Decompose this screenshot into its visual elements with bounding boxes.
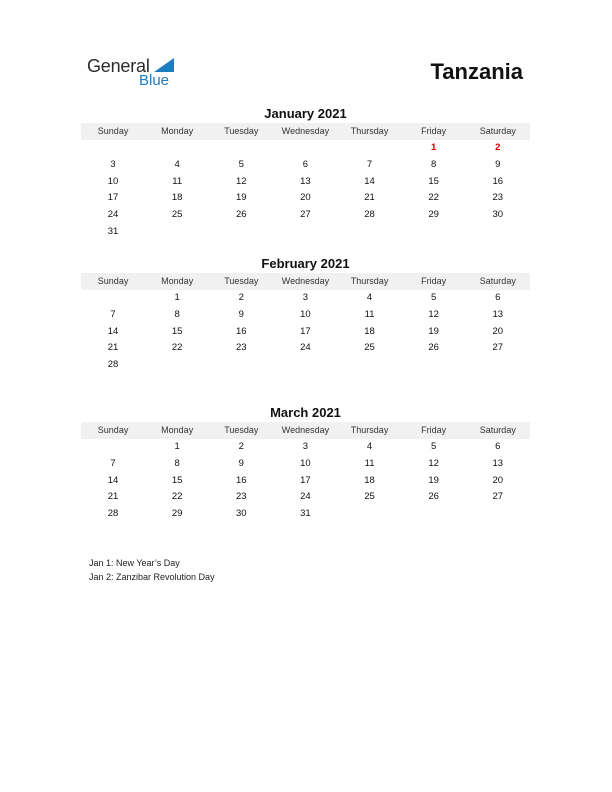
weekday-label: Thursday [350, 126, 389, 136]
day-cell: 31 [300, 508, 311, 520]
day-cell: 20 [492, 325, 504, 337]
day-cell: 23 [236, 342, 247, 354]
day-cell [81, 439, 145, 456]
day-cell: 11 [172, 175, 183, 187]
day-cell: 17 [300, 325, 311, 337]
day-cell: 26 [428, 342, 439, 354]
weekday-header-row [81, 273, 530, 290]
week-row [81, 157, 530, 174]
day-cell [466, 224, 530, 241]
logo [87, 56, 197, 92]
day-cell [402, 506, 466, 523]
weekday-label: Sunday [97, 126, 129, 136]
day-cell: 15 [428, 175, 439, 187]
day-cell: 22 [428, 192, 439, 204]
day-cell: 13 [492, 308, 504, 320]
day-cell: 16 [236, 325, 247, 337]
day-cell: 8 [174, 457, 180, 469]
week-row [81, 290, 530, 307]
day-cell: 17 [107, 192, 119, 204]
weekday-label: Tuesday [224, 126, 259, 136]
day-cell [81, 290, 145, 307]
day-cell: 9 [238, 457, 244, 469]
weekday-label: Sunday [97, 425, 129, 435]
day-cell: 24 [300, 342, 311, 354]
week-row [81, 207, 530, 224]
day-cell [145, 140, 209, 157]
day-cell: 21 [107, 342, 119, 354]
day-cell [402, 357, 466, 374]
week-row [81, 324, 530, 341]
weekday-label: Wednesday [281, 425, 330, 435]
day-cell: 7 [110, 308, 116, 320]
weekday-label: Thursday [350, 276, 389, 286]
day-cell: 21 [364, 192, 375, 204]
day-cell: 19 [428, 474, 439, 486]
week-row [81, 506, 530, 523]
day-cell [338, 224, 402, 241]
day-cell: 14 [364, 175, 375, 187]
day-cell: 13 [300, 175, 311, 187]
day-cell: 9 [238, 308, 244, 320]
weekday-label: Saturday [479, 276, 516, 286]
day-cell: 26 [428, 491, 439, 503]
country-title: Tanzania [430, 59, 523, 84]
day-cell: 6 [302, 158, 309, 170]
day-cell [145, 224, 209, 241]
day-cell: 12 [428, 308, 439, 320]
day-cell: 18 [364, 474, 375, 486]
day-cell: 5 [431, 441, 437, 452]
week-row [81, 439, 530, 456]
holiday-notes [89, 556, 215, 584]
day-cell [209, 357, 273, 374]
day-cell [273, 357, 337, 374]
day-cell: 23 [236, 491, 247, 503]
day-cell: 27 [300, 209, 311, 221]
weekday-label: Friday [421, 126, 447, 136]
day-cell [338, 140, 402, 157]
holiday-day-cell: 2 [495, 142, 501, 153]
day-cell: 21 [107, 491, 119, 503]
day-cell: 3 [302, 292, 309, 303]
day-cell: 3 [302, 441, 309, 452]
day-cell: 8 [174, 308, 180, 320]
day-cell [338, 506, 402, 523]
day-cell: 24 [107, 209, 119, 221]
day-cell: 10 [300, 457, 311, 469]
day-cell: 11 [364, 308, 375, 320]
day-cell: 20 [492, 474, 504, 486]
day-cell: 20 [300, 192, 311, 204]
day-cell [273, 224, 337, 241]
day-cell: 8 [431, 158, 437, 170]
week-row [81, 140, 530, 157]
day-cell: 9 [495, 158, 501, 170]
holiday-day-cell: 1 [431, 142, 437, 153]
day-cell: 16 [492, 175, 504, 187]
day-cell: 10 [300, 308, 311, 320]
holiday-note: Jan 2: Zanzibar Revolution Day [89, 572, 215, 582]
day-cell: 25 [364, 491, 375, 503]
weekday-label: Wednesday [281, 126, 330, 136]
day-cell: 7 [110, 457, 116, 469]
day-cell [145, 357, 209, 374]
day-cell: 11 [364, 457, 375, 469]
day-cell: 29 [171, 508, 183, 520]
day-cell: 2 [238, 292, 244, 303]
day-cell: 16 [236, 474, 247, 486]
day-cell: 6 [495, 292, 501, 303]
day-cell: 22 [171, 342, 183, 354]
day-cell: 28 [364, 209, 375, 221]
day-cell: 18 [171, 192, 183, 204]
day-cell: 19 [236, 192, 247, 204]
weekday-label: Sunday [97, 276, 129, 286]
day-cell: 19 [428, 325, 439, 337]
week-row [81, 473, 530, 490]
weekday-label: Monday [161, 276, 194, 286]
month-march [81, 405, 530, 523]
logo-triangle-icon [154, 58, 174, 72]
day-cell [81, 140, 145, 157]
day-cell: 24 [300, 491, 311, 503]
week-row [81, 489, 530, 506]
weekday-header-row [81, 422, 530, 439]
day-cell: 25 [171, 209, 183, 221]
day-cell: 5 [431, 292, 437, 303]
weekday-label: Tuesday [224, 425, 259, 435]
day-cell: 6 [495, 441, 501, 452]
weekday-label: Friday [421, 276, 447, 286]
month-february [81, 256, 530, 374]
weekday-label: Friday [421, 425, 447, 435]
day-cell: 15 [171, 325, 183, 337]
weekday-label: Monday [161, 126, 194, 136]
holiday-note: Jan 1: New Year’s Day [89, 558, 180, 568]
weekday-label: Saturday [479, 126, 516, 136]
day-cell: 4 [366, 441, 373, 452]
month-title: January 2021 [264, 106, 347, 121]
week-row [81, 190, 530, 207]
weekday-label: Thursday [350, 425, 389, 435]
day-cell: 30 [236, 508, 247, 520]
day-cell: 22 [171, 491, 183, 503]
week-row [81, 340, 530, 357]
day-cell [466, 506, 530, 523]
day-cell: 15 [171, 474, 183, 486]
day-cell [338, 357, 402, 374]
day-cell: 1 [174, 441, 180, 452]
logo-blue-text: Blue [139, 72, 170, 89]
week-row [81, 456, 530, 473]
day-cell: 12 [236, 175, 247, 187]
day-cell: 13 [492, 457, 504, 469]
week-row [81, 307, 530, 324]
week-row [81, 224, 530, 241]
day-cell: 12 [428, 457, 439, 469]
week-row [81, 174, 530, 191]
day-cell: 27 [492, 342, 504, 354]
weekday-label: Saturday [479, 425, 516, 435]
day-cell: 28 [107, 359, 119, 371]
day-cell: 18 [364, 325, 375, 337]
day-cell: 17 [300, 474, 311, 486]
day-cell: 10 [107, 175, 119, 187]
month-title: March 2021 [270, 405, 341, 420]
weekday-header-row [81, 123, 530, 140]
day-cell [402, 224, 466, 241]
day-cell: 25 [364, 342, 375, 354]
day-cell: 14 [107, 325, 119, 337]
day-cell: 2 [238, 441, 244, 452]
week-row [81, 357, 530, 374]
month-january [81, 106, 530, 241]
day-cell: 31 [107, 225, 119, 237]
day-cell [209, 224, 273, 241]
day-cell: 23 [492, 192, 504, 204]
day-cell: 14 [107, 474, 119, 486]
day-cell: 1 [174, 292, 180, 303]
day-cell: 26 [236, 209, 247, 221]
weekday-label: Wednesday [281, 276, 330, 286]
day-cell: 29 [428, 209, 439, 221]
day-cell: 4 [366, 292, 373, 303]
day-cell [466, 357, 530, 374]
weekday-label: Tuesday [224, 276, 259, 286]
weekday-label: Monday [161, 425, 194, 435]
day-cell: 30 [492, 209, 504, 221]
day-cell: 4 [174, 158, 180, 170]
day-cell: 3 [110, 158, 116, 170]
day-cell: 5 [238, 158, 244, 170]
logo-general-text: General [87, 56, 150, 76]
day-cell: 27 [492, 491, 504, 503]
day-cell: 7 [366, 158, 373, 170]
day-cell [273, 140, 337, 157]
month-title: February 2021 [261, 256, 350, 271]
day-cell: 28 [107, 508, 119, 520]
day-cell [209, 140, 273, 157]
